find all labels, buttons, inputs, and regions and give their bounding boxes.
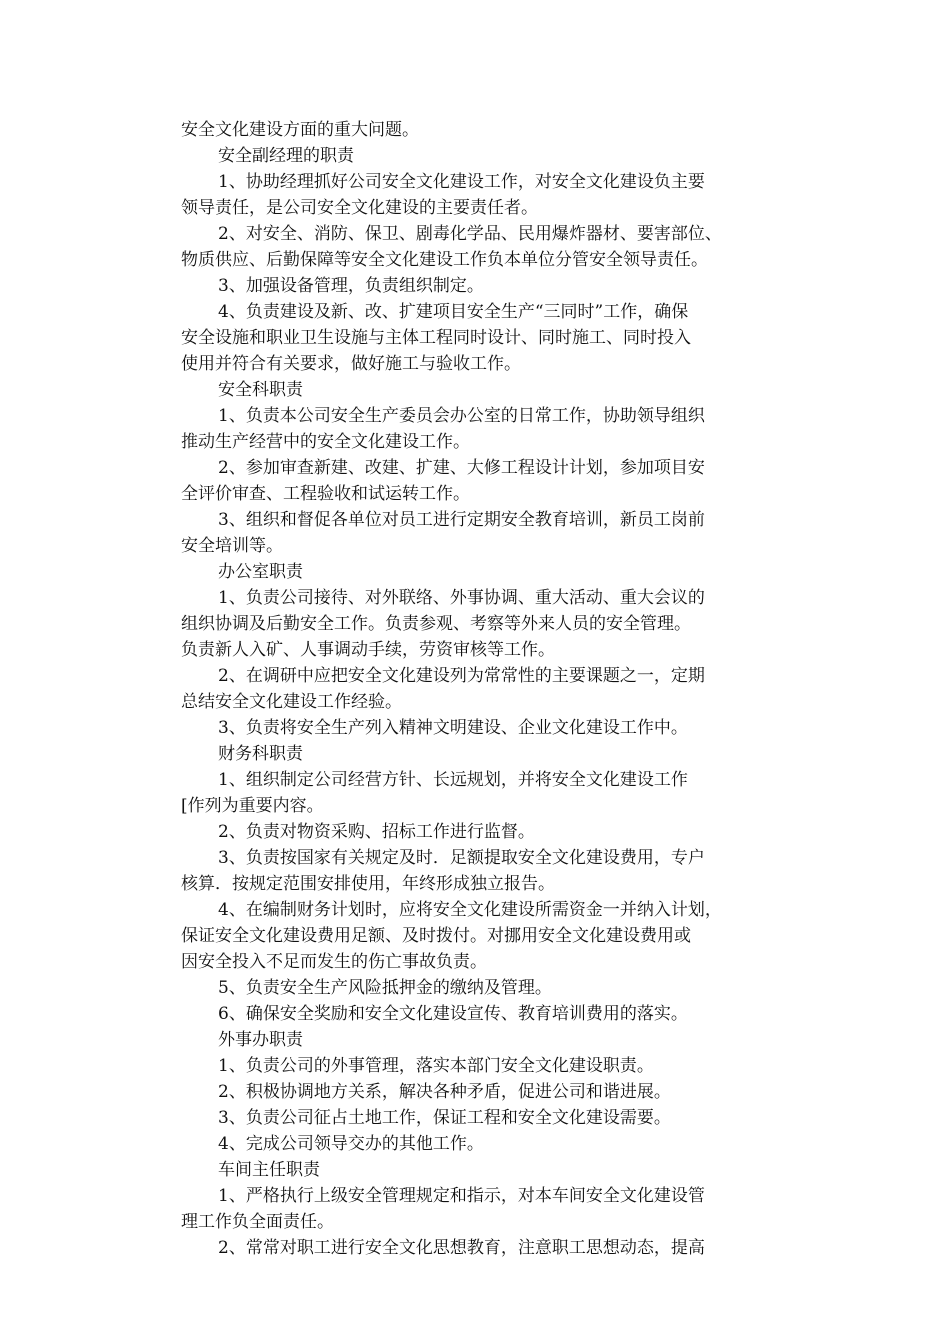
paragraph-line-indented: 安全科职责 bbox=[218, 380, 303, 400]
paragraph-line-indented: 1、负责本公司安全生产委员会办公室的日常工作，协助领导组织 bbox=[218, 406, 705, 426]
paragraph-line: 理工作负全面责任。 bbox=[181, 1212, 334, 1232]
paragraph-line-indented: 4、完成公司领导交办的其他工作。 bbox=[218, 1134, 484, 1154]
paragraph-line-indented: 4、在编制财务计划时，应将安全文化建设所需资金一并纳入计划， bbox=[218, 900, 722, 920]
paragraph-line-indented: 3、负责将安全生产列入精神文明建设、企业文化建设工作中。 bbox=[218, 718, 688, 738]
paragraph-line-indented: 3、负责公司征占土地工作，保证工程和安全文化建设需要。 bbox=[218, 1108, 671, 1128]
paragraph-line: [作列为重要内容。 bbox=[181, 796, 324, 816]
paragraph-line-indented: 2、积极协调地方关系，解决各种矛盾，促进公司和谐进展。 bbox=[218, 1082, 671, 1102]
paragraph-line-indented: 3、加强设备管理，负责组织制定。 bbox=[218, 276, 484, 296]
paragraph-line: 安全设施和职业卫生设施与主体工程同时设计、同时施工、同时投入 bbox=[181, 328, 691, 348]
paragraph-line-indented: 办公室职责 bbox=[218, 562, 303, 582]
paragraph-line-indented: 3、负责按国家有关规定及时．足额提取安全文化建设费用，专户 bbox=[218, 848, 705, 868]
paragraph-line-indented: 2、参加审查新建、改建、扩建、大修工程设计计划，参加项目安 bbox=[218, 458, 705, 478]
paragraph-line: 组织协调及后勤安全工作。负责参观、考察等外来人员的安全管理。 bbox=[181, 614, 691, 634]
paragraph-line-indented: 1、负责公司的外事管理，落实本部门安全文化建设职责。 bbox=[218, 1056, 654, 1076]
paragraph-line: 全评价审查、工程验收和试运转工作。 bbox=[181, 484, 470, 504]
paragraph-line-indented: 1、严格执行上级安全管理规定和指示，对本车间安全文化建设管 bbox=[218, 1186, 705, 1206]
paragraph-line: 安全培训等。 bbox=[181, 536, 283, 556]
paragraph-line: 推动生产经营中的安全文化建设工作。 bbox=[181, 432, 470, 452]
paragraph-line-indented: 财务科职责 bbox=[218, 744, 303, 764]
paragraph-line: 总结安全文化建设工作经验。 bbox=[181, 692, 402, 712]
paragraph-line: 物质供应、后勤保障等安全文化建设工作负本单位分管安全领导责任。 bbox=[181, 250, 708, 270]
paragraph-line: 核算．按规定范围安排使用，年终形成独立报告。 bbox=[181, 874, 555, 894]
paragraph-line-indented: 车间主任职责 bbox=[218, 1160, 320, 1180]
paragraph-line-indented: 安全副经理的职责 bbox=[218, 146, 354, 166]
paragraph-line-indented: 1、组织制定公司经营方针、长远规划，并将安全文化建设工作 bbox=[218, 770, 688, 790]
paragraph-line: 安全文化建设方面的重大问题。 bbox=[181, 120, 419, 140]
paragraph-line-indented: 5、负责安全生产风险抵押金的缴纳及管理。 bbox=[218, 978, 552, 998]
paragraph-line: 保证安全文化建设费用足额、及时拨付。对挪用安全文化建设费用或 bbox=[181, 926, 691, 946]
document-page bbox=[181, 117, 781, 1261]
paragraph-line-indented: 外事办职责 bbox=[218, 1030, 303, 1050]
paragraph-line: 负责新人入矿、人事调动手续，劳资审核等工作。 bbox=[181, 640, 555, 660]
paragraph-line-indented: 2、对安全、消防、保卫、剧毒化学品、民用爆炸器材、要害部位、 bbox=[218, 224, 722, 244]
paragraph-line-indented: 2、常常对职工进行安全文化思想教育，注意职工思想动态，提高 bbox=[218, 1238, 705, 1258]
paragraph-line-indented: 4、负责建设及新、改、扩建项目安全生产“三同时”工作，确保 bbox=[218, 302, 689, 322]
paragraph-line-indented: 1、协助经理抓好公司安全文化建设工作，对安全文化建设负主要 bbox=[218, 172, 705, 192]
paragraph-line: 使用并符合有关要求，做好施工与验收工作。 bbox=[181, 354, 521, 374]
paragraph-line-indented: 3、组织和督促各单位对员工进行定期安全教育培训，新员工岗前 bbox=[218, 510, 705, 530]
paragraph-line-indented: 1、负责公司接待、对外联络、外事协调、重大活动、重大会议的 bbox=[218, 588, 705, 608]
paragraph-line-indented: 2、在调研中应把安全文化建设列为常常性的主要课题之一，定期 bbox=[218, 666, 705, 686]
paragraph-line: 因安全投入不足而发生的伤亡事故负责。 bbox=[181, 952, 487, 972]
paragraph-line-indented: 2、负责对物资采购、招标工作进行监督。 bbox=[218, 822, 535, 842]
paragraph-line: 领导责任，是公司安全文化建设的主要责任者。 bbox=[181, 198, 538, 218]
paragraph-line-indented: 6、确保安全奖励和安全文化建设宣传、教育培训费用的落实。 bbox=[218, 1004, 688, 1024]
